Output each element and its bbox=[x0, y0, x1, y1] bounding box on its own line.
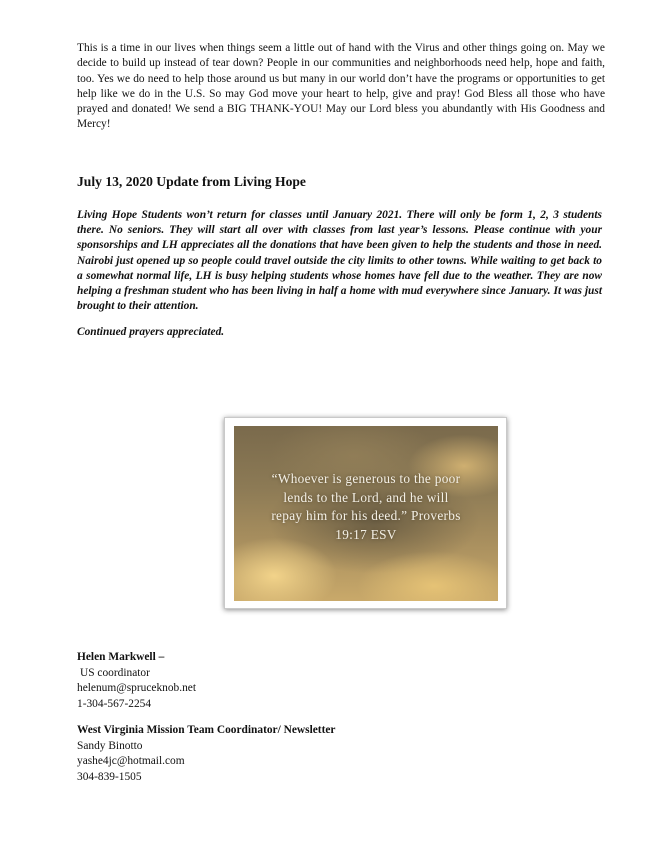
contact-name: Helen Markwell – bbox=[77, 651, 165, 663]
verse-line-3: repay him for his deed.” Proverbs bbox=[271, 508, 461, 523]
verse-line-1: “Whoever is generous to the poor bbox=[271, 471, 461, 486]
verse-text bbox=[234, 470, 498, 544]
contact-phone: 1-304-567-2254 bbox=[77, 697, 152, 710]
verse-line-4: 19:17 ESV bbox=[335, 526, 397, 542]
verse-image bbox=[234, 426, 498, 601]
contact-role: US coordinator bbox=[80, 666, 150, 679]
closing-line: Continued prayers appreciated. bbox=[77, 326, 225, 338]
contact-title: West Virginia Mission Team Coordinator/ Newsletter bbox=[77, 724, 336, 736]
update-heading: July 13, 2020 Update from Living Hope bbox=[77, 174, 306, 189]
contact-phone: 304-839-1505 bbox=[77, 770, 142, 783]
contact-email[interactable]: yashe4jc@hotmail.com bbox=[77, 755, 185, 768]
update-paragraph: Living Hope Students won’t return for classes until January 2021. There will only be form 1, 2, 3 students there. No seniors. They will start all over with classes from last year’s lessons. Please continue with your sponsorships and LH appreciates all the donations that have been given to help the students and those in need. Nairobi just opened up so people could travel outside the city limits to other towns. While waiting to get back to a somewhat normal life, LH is busy helping students whose homes have fell due to the weather. They are now helping a freshman student who has been living in half a home with mud everywhere since January. It was just brought to their attention. bbox=[77, 209, 602, 313]
contact-email[interactable]: helenum@spruceknob.net bbox=[77, 682, 196, 695]
verse-image-frame bbox=[224, 417, 507, 609]
contact-name: Sandy Binotto bbox=[77, 739, 143, 752]
verse-line-2: lends to the Lord, and he will bbox=[283, 489, 449, 505]
contact-block-us-coordinator bbox=[77, 650, 196, 712]
contact-block-wv-coordinator bbox=[77, 723, 335, 785]
intro-paragraph: This is a time in our lives when things seem a little out of hand with the Virus and other things going on. May we decide to build up instead of tear down? People in our communities and neighborhoods need help, hope and faith, too. Yes we do need to help those around us but many in our world don’t have the programs or opportunities to get help like we do in the U.S. So may God move your heart to help, give and pray! God Bless all those who have prayed and donated! We send a BIG THANK-YOU! May our Lord bless you abundantly with His Goodness and Mercy! bbox=[77, 42, 605, 131]
